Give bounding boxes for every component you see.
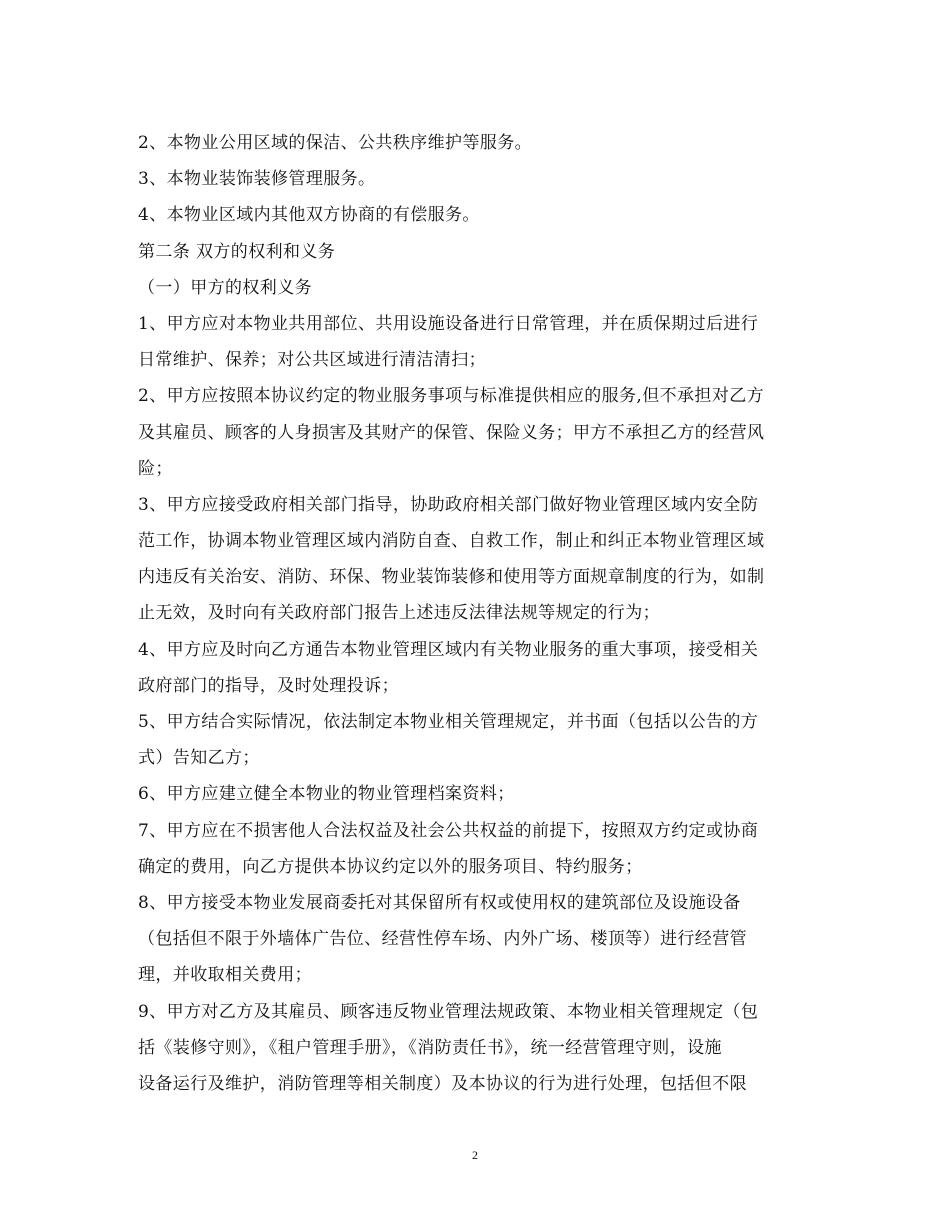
text-line: 3、本物业装饰装修管理服务。 [138,169,376,190]
text-line: 括《装修守则》，《租户管理手册》，《消防责任书》，统一经营管理守则，设施 [138,1037,722,1058]
text-line: 日常维护、保养；对公共区域进行清洁清扫； [138,350,486,371]
text-line: 3、甲方应接受政府相关部门指导，协助政府相关部门做好物业管理区域内安全防 [138,494,759,515]
text-line: 2、甲方应按照本协议约定的物业服务事项与标准提供相应的服务,但不承担对乙方 [138,386,765,407]
document-body [138,125,818,1102]
text-line: 9、甲方对乙方及其雇员、顾客违反物业管理法规政策、本物业相关管理规定（包 [138,1001,759,1022]
text-line: 止无效，及时向有关政府部门报告上述违反法律法规等规定的行为； [138,603,660,624]
subsection-heading: （一）甲方的权利义务 [138,277,312,298]
section-heading: 第二条 双方的权利和义务 [138,241,336,262]
text-line: 理，并收取相关费用； [138,965,312,986]
text-line: 式）告知乙方； [138,748,260,769]
text-line: 8、甲方接受本物业发展商委托对其保留所有权或使用权的建筑部位及设施设备 [138,892,741,913]
text-line: 范工作，协调本物业管理区域内消防自查、自救工作，制止和纠正本物业管理区域 [138,531,765,552]
text-line: （包括但不限于外墙体广告位、经营性停车场、内外广场、楼顶等）进行经营管 [138,929,747,950]
text-line: 设备运行及维护，消防管理等相关制度）及本协议的行为进行处理，包括但不限 [138,1073,747,1094]
text-line: 4、甲方应及时向乙方通告本物业管理区域内有关物业服务的重大事项，接受相关 [138,639,759,660]
text-line: 7、甲方应在不损害他人合法权益及社会公共权益的前提下，按照双方约定或协商 [138,820,759,841]
page-number: 2 [472,1148,478,1162]
text-line: 5、甲方结合实际情况，依法制定本物业相关管理规定，并书面（包括以公告的方 [138,712,759,732]
text-line: 2、本物业公用区域的保洁、公共秩序维护等服务。 [138,133,533,153]
text-line: 1、甲方应对本物业共用部位、共用设施设备进行日常管理，并在质保期过后进行 [138,313,759,334]
text-line: 内违反有关治安、消防、环保、物业装饰装修和使用等方面规章制度的行为，如制 [138,567,765,588]
text-line: 6、甲方应建立健全本物业的物业管理档案资料； [138,784,515,805]
text-line: 政府部门的指导，及时处理投诉； [138,675,399,696]
text-line: 确定的费用，向乙方提供本协议约定以外的服务项目、特约服务； [138,856,643,877]
text-line: 及其雇员、顾客的人身损害及其财产的保管、保险义务；甲方不承担乙方的经营风 [138,422,765,443]
text-line: 险； [138,458,173,479]
text-line: 4、本物业区域内其他双方协商的有偿服务。 [138,205,480,226]
